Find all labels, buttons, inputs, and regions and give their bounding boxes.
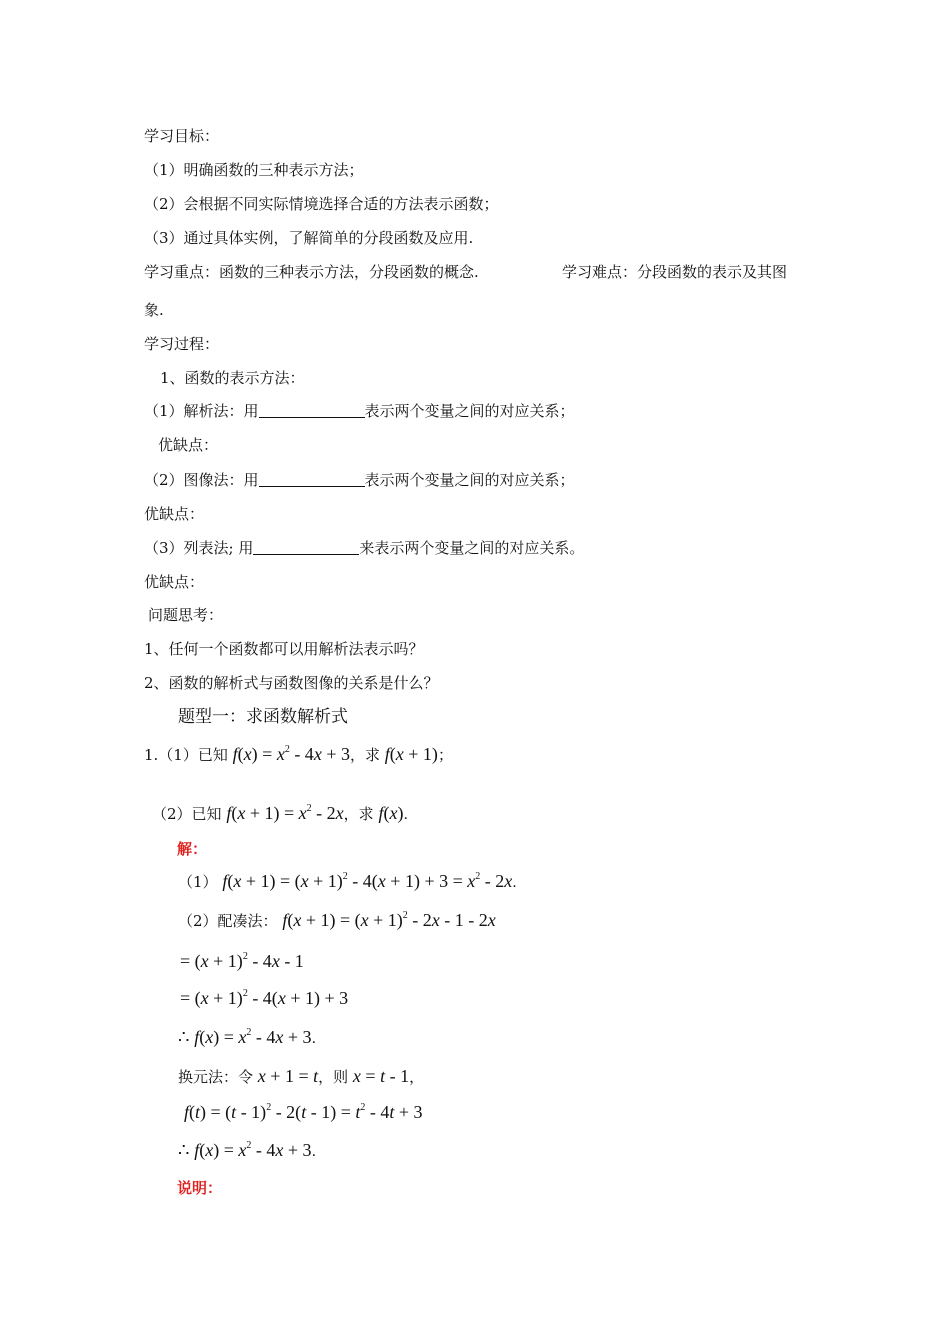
graph-pre: （2）图像法：用 bbox=[144, 471, 259, 489]
pros-cons-3: 优缺点： bbox=[144, 573, 205, 591]
formula-given-1: $f(x) = x^2 - 4x + 3$ bbox=[232, 744, 350, 764]
end-mark-1: ； bbox=[437, 746, 453, 764]
solution-part-1 bbox=[178, 871, 517, 893]
conclusion-1-dot: . bbox=[311, 1031, 317, 1047]
substitution-formula: x + 1 = t bbox=[257, 1066, 319, 1086]
seek-text-1: ，求 bbox=[349, 746, 380, 764]
conclusion-2-formula: $f(x) = x^2 - 4x + 3$ bbox=[194, 1140, 312, 1160]
note-label: 说明： bbox=[177, 1179, 223, 1197]
methods-title: 1、函数的表示方法： bbox=[160, 369, 305, 387]
conclusion-1-formula: $f(x) = x^2 - 4x + 3$ bbox=[194, 1027, 312, 1047]
example-label-2: （2）已知 bbox=[152, 805, 222, 823]
formula-target-1: f(x + 1) bbox=[384, 744, 438, 764]
substitution-label: 换元法：令 bbox=[178, 1068, 254, 1086]
key-point: 学习重点：函数的三种表示方法，分段函数的概念. bbox=[144, 263, 479, 281]
pros-cons-2: 优缺点： bbox=[144, 505, 205, 523]
question-2: 2、函数的解析式与函数图像的关系是什么？ bbox=[144, 674, 439, 692]
solution-2-label: （2）配凑法： bbox=[178, 912, 278, 930]
substitution-line bbox=[178, 1066, 424, 1087]
solution-1-formula: $f(x + 1) = (x + 1)^2 - 4(x + 1) + 3 = x^2 - 2x$ bbox=[222, 871, 513, 891]
formula-target-2: f(x) bbox=[378, 803, 404, 823]
topic-title: 题型一：求函数解析式 bbox=[178, 707, 348, 727]
process-title: 学习过程： bbox=[144, 335, 220, 353]
table-method bbox=[144, 538, 584, 558]
goal-item-3: （3）通过具体实例，了解简单的分段函数及应用. bbox=[144, 229, 474, 247]
substitution-comma: ， bbox=[409, 1068, 425, 1086]
then-text: ，则 bbox=[318, 1068, 349, 1086]
solution-part-2 bbox=[178, 910, 496, 931]
table-pre: （3）列表法; 用 bbox=[144, 539, 254, 557]
solution-1-dot: . bbox=[512, 875, 517, 891]
substitution-step: $f(t) = (t - 1)^2 - 2(t - 1) = t^2 - 4t + 3$ bbox=[184, 1102, 423, 1122]
difficulty-continued: 象. bbox=[144, 301, 164, 319]
example-part-1 bbox=[144, 744, 453, 765]
example-label-1: 1.（1）已知 bbox=[144, 746, 228, 764]
step-line-1: = $(x + 1)^2 - 4x - 1$ bbox=[180, 951, 304, 971]
conclusion-2 bbox=[178, 1140, 316, 1162]
pros-cons-1: 优缺点： bbox=[158, 436, 219, 454]
analytic-method bbox=[144, 401, 575, 421]
seek-text-2: ，求 bbox=[343, 805, 374, 823]
conclusion-1 bbox=[178, 1027, 316, 1049]
therefore-symbol-1: ∴ bbox=[178, 1027, 190, 1047]
solution-1-label: （1） bbox=[178, 873, 218, 891]
fill-blank-table[interactable] bbox=[253, 539, 359, 555]
goals-title: 学习目标： bbox=[144, 127, 220, 145]
table-post: 来表示两个变量之间的对应关系。 bbox=[359, 539, 585, 557]
example-part-2 bbox=[152, 803, 408, 825]
questions-title: 问题思考： bbox=[148, 606, 224, 624]
analytic-pre: （1）解析法：用 bbox=[144, 402, 259, 420]
solution-2-formula: $f(x + 1) = (x + 1)^2 - 2x - 1 - 2x$ bbox=[282, 910, 496, 930]
conclusion-2-dot: . bbox=[311, 1144, 317, 1160]
goal-item-2: （2）会根据不同实际情境选择合适的方法表示函数； bbox=[144, 195, 499, 213]
end-dot-2: . bbox=[403, 807, 408, 823]
question-1: 1、任何一个函数都可以用解析法表示吗？ bbox=[144, 640, 424, 658]
solution-label: 解： bbox=[177, 840, 208, 858]
analytic-post: 表示两个变量之间的对应关系； bbox=[364, 402, 575, 420]
formula-given-2: $f(x + 1) = x^2 - 2x$ bbox=[226, 803, 344, 823]
fill-blank-analytic[interactable] bbox=[259, 402, 365, 418]
difficulty: 学习难点：分段函数的表示及其图 bbox=[562, 263, 788, 281]
fill-blank-graph[interactable] bbox=[259, 471, 365, 487]
graph-method bbox=[144, 470, 575, 490]
substitution-result: x = t - 1 bbox=[352, 1066, 410, 1086]
step-line-2: = $(x + 1)^2 - 4(x + 1) + 3$ bbox=[180, 988, 349, 1008]
graph-post: 表示两个变量之间的对应关系； bbox=[364, 471, 575, 489]
therefore-symbol-2: ∴ bbox=[178, 1140, 190, 1160]
goal-item-1: （1）明确函数的三种表示方法； bbox=[144, 161, 364, 179]
